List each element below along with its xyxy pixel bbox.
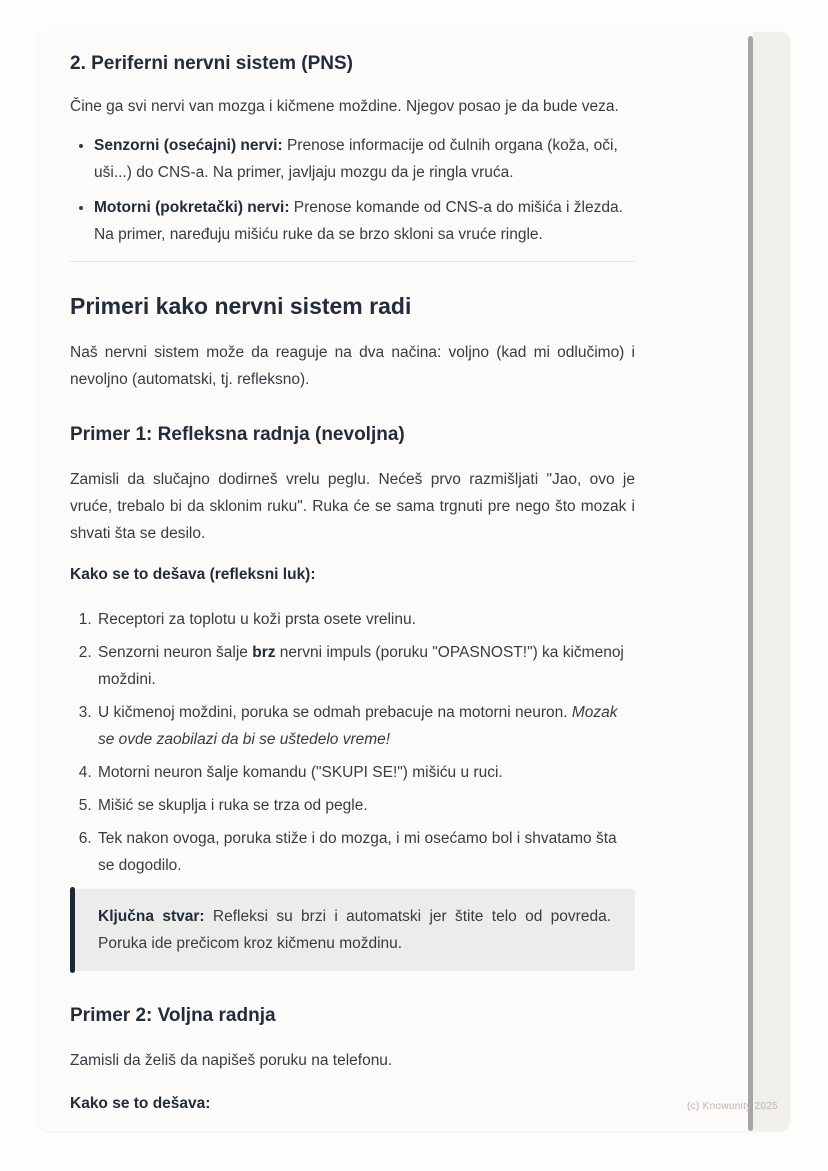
- list-item: [96, 759, 635, 786]
- step-text: Mišić se skuplja i ruka se trza od pegle.: [98, 797, 368, 814]
- step-text: Senzorni neuron šalje: [98, 644, 253, 661]
- example1-steps-label: Kako se to dešava (refleksni luk):: [70, 566, 316, 583]
- pns-intro-paragraph: Čine ga svi nervi van mozga i kičmene moždine. Njegov posao je da bude veza.: [70, 98, 619, 115]
- scrollbar-thumb[interactable]: [748, 36, 753, 1131]
- list-item: [96, 699, 635, 753]
- bullet-text-sensory: Prenose informacije od čulnih organa (koža, oči, uši...) do CNS-a. Na primer, javljaju mozgu da je ringla vruća.: [94, 137, 618, 181]
- list-item: [94, 132, 635, 186]
- bullet-text-motor: Prenose komande od CNS-a do mišića i žlezda. Na primer, naređuju mišiću ruke da se brzo skloni sa vruće ringle.: [94, 199, 623, 243]
- document-content: [70, 32, 635, 1117]
- example2-heading: Primer 2: Voljna radnja: [70, 1005, 276, 1026]
- step-text: Tek nakon ovoga, poruka stiže i do mozga, i mi osećamo bol i shvatamo šta se dogodilo.: [98, 830, 617, 874]
- key-point-callout: [70, 889, 635, 971]
- list-item: [96, 606, 635, 633]
- pns-nerve-types-list: [70, 132, 635, 248]
- document-page: [38, 32, 790, 1131]
- section-heading-examples: Primeri kako nervni sistem radi: [70, 293, 412, 319]
- examples-intro-paragraph: Naš nervni sistem može da reaguje na dva načina: voljno (kad mi odlučimo) i nevoljno (automatski, tj. refleksno).: [70, 344, 635, 388]
- list-item: [96, 825, 635, 879]
- example1-intro-paragraph: Zamisli da slučajno dodirneš vrelu peglu. Nećeš prvo razmišljati "Jao, ovo je vruće, trebalo bi da sklonim ruku". Ruka će se sama trgnuti pre nego što mozak i shvati šta se desilo.: [70, 471, 635, 542]
- step-bold-text: brz: [252, 644, 276, 661]
- section-heading-pns: 2. Periferni nervni sistem (PNS): [70, 53, 353, 74]
- reflex-arc-steps-list: [70, 606, 635, 879]
- list-item: [94, 194, 635, 248]
- copyright-watermark: (c) Knowunity 2025: [686, 1101, 778, 1112]
- callout-text: Refleksi su brzi i automatski jer štite telo od povreda. Poruka ide prečicom kroz kičmenu moždinu.: [98, 908, 611, 952]
- step-text-post: nervni impuls (poruku "OPASNOST!") ka kičmenoj moždini.: [98, 644, 624, 688]
- example2-steps-label: Kako se to dešava:: [70, 1095, 211, 1112]
- callout-accent-bar: [70, 887, 75, 973]
- step-text: Receptori za toplotu u koži prsta osete vrelinu.: [98, 611, 416, 628]
- list-item: [96, 639, 635, 693]
- bullet-lead-motor: Motorni (pokretački) nervi:: [94, 199, 290, 216]
- step-text: U kičmenoj moždini, poruka se odmah prebacuje na motorni neuron.: [98, 704, 572, 721]
- step-italic-text: Mozak se ovde zaobilazi da bi se uštedelo vreme!: [98, 704, 618, 748]
- list-item: [96, 792, 635, 819]
- scrollbar-track[interactable]: [753, 32, 790, 1131]
- section-divider: [70, 261, 635, 262]
- callout-lead: Ključna stvar:: [98, 908, 205, 925]
- example1-heading: Primer 1: Refleksna radnja (nevoljna): [70, 424, 405, 445]
- example2-intro-paragraph: Zamisli da želiš da napišeš poruku na telefonu.: [70, 1052, 393, 1069]
- bullet-lead-sensory: Senzorni (osećajni) nervi:: [94, 137, 283, 154]
- step-text: Motorni neuron šalje komandu ("SKUPI SE!") mišiću u ruci.: [98, 764, 503, 781]
